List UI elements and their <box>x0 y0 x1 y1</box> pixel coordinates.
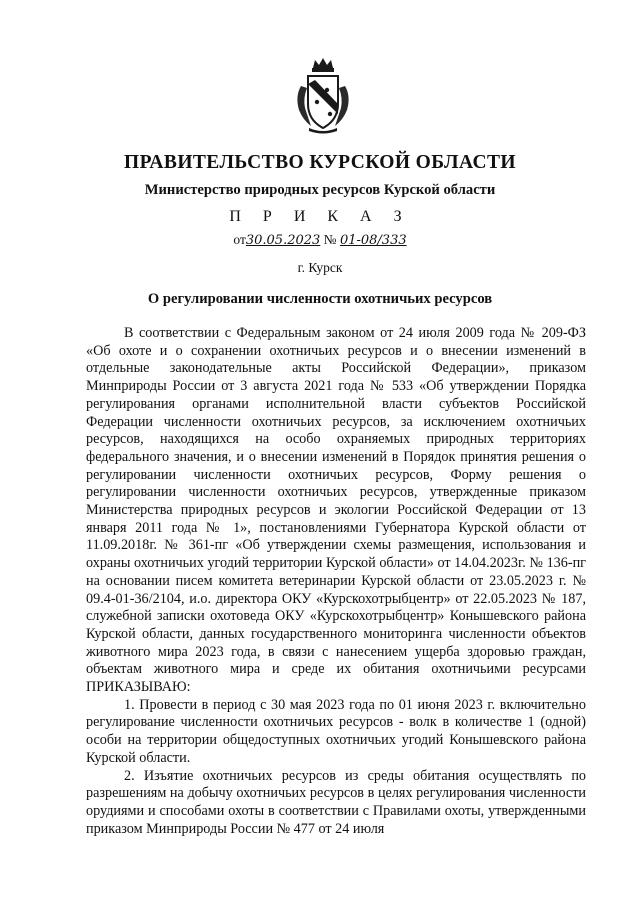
number-prefix: № <box>323 232 337 247</box>
preamble-paragraph: В соответствии с Федеральным законом от 24 июля 2009 года № 209-ФЗ «Об охоте и о сохранении охотничьих ресурсов и о внесении изменений в отдельные законодательные акты Российской Федерации», приказом Минприроды России от 3 августа 2021 года № 533 «Об утверждении Порядка регулирования органами исполнительной власти субъектов Российской Федерации численности охотничьих ресурсов, за исключением охотничьих ресурсов, находящихся на особо охраняемых природных территориях федерального значения, и о внесении изменений в Порядок принятия решения о регулировании численности охотничьих ресурсов, Форму решения о регулировании численности охотничьих ресурсов, утвержденные приказом Министерства природных ресурсов и экологии Российской Федерации от 13 января 2011 года № 1», постановлениями Губернатора Курской области от 11.09.2018г. № 361-пг «Об утверждении схемы размещения, использования и охраны охотничьих угодий территории Курской области» от 14.04.2023г. № 136-пг на основании писем комитета ветеринарии Курской области от 23.05.2023 г. № 09.4-01-36/2104, и.о. директора ОКУ «Курскохотрыбцентр» от 22.05.2023 № 187, служебной записки охотоведа ОКУ «Курскохотрыбцентр» Конышевского района Курской области, данных государственного мониторинга численности объектов животного мира 2023 года, в связи с нанесением ущерба здоровью граждан, объектам животного мира и среде их обитания охотничьими ресурсами ПРИКАЗЫВАЮ: <box>86 325 586 696</box>
date-prefix: от <box>233 232 246 247</box>
date-number-line <box>0 232 640 248</box>
city: г. Курск <box>297 260 343 275</box>
kursk-coat-of-arms-icon <box>293 56 353 134</box>
number-value: 01-08/333 <box>339 233 407 248</box>
item-1-paragraph: 1. Провести в период с 30 мая 2023 года по 01 июня 2023 г. включительно регулирование численности охотничьих ресурсов - волк в количестве 1 (одной) особи на территории общедоступных охотничьих угодий Конышевского района Курской области. <box>86 696 586 766</box>
ministry-title: Министерство природных ресурсов Курской области <box>144 182 496 198</box>
document-body <box>86 325 586 838</box>
document-subject: О регулировании численности охотничьих ресурсов <box>147 291 493 307</box>
document-type: П Р И К А З <box>229 208 411 225</box>
date-value: 30.05.2023 <box>245 233 321 248</box>
organization-title: ПРАВИТЕЛЬСТВО КУРСКОЙ ОБЛАСТИ <box>124 152 516 173</box>
item-2-paragraph: 2. Изъятие охотничьих ресурсов из среды обитания осуществлять по разрешениям на добычу охотничьих ресурсов в целях регулирования численности орудиями и способами охоты в соответствии с Правилами охоты, утвержденными приказом Минприроды России № 477 от 24 июля <box>86 767 586 837</box>
